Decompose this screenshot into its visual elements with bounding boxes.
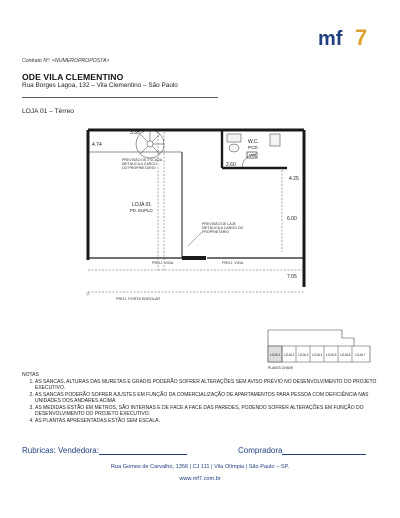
dim-right-mid: 6.00: [287, 216, 297, 222]
wc-tag: VM: [249, 153, 256, 158]
wc-sub: PCD: [248, 145, 258, 150]
key-unit-4: LOJA 4: [312, 353, 323, 357]
wc-label: W.C.: [248, 139, 259, 145]
project-title: ODE VILA CLEMENTINO: [22, 72, 124, 82]
notes-list: [22, 379, 382, 424]
room-sub: PD. DUPLO: [130, 208, 153, 213]
note-stair: PREVISÃO DE ESCADA METÁLICA A CARGO DO PROPRIETÁRIO: [122, 158, 162, 170]
notes-section: [22, 372, 382, 425]
key-unit-5: LOJA 5: [326, 353, 337, 357]
buyer-label: Compradora: [238, 446, 283, 455]
room-label: LOJA 01: [132, 202, 152, 208]
svg-text:mf: mf: [318, 28, 343, 50]
seller-label: Rubricas: Vendedora:: [22, 446, 99, 455]
proj-viga-right: PROJ. VIGA: [222, 261, 244, 265]
footer-website[interactable]: www.mf7.com.br: [179, 476, 221, 482]
key-unit-7: LOJA 7: [355, 353, 366, 357]
compass-icon: ◇: [86, 291, 90, 296]
seller-signature: [22, 446, 187, 455]
contract-label: Contrato Nº:: [22, 58, 51, 64]
divider: [22, 97, 218, 98]
contract-value: <NUMEROPROPOSTA>: [51, 58, 110, 64]
notes-title: NOTAS: [22, 372, 39, 378]
note-item: 2. AS SANCAS PODERÃO SOFRER AJUSTES EM FUNÇÃO DA COMERCIALIZAÇÃO DE APARTAMENTOS PARA PESSOA COM DEFICIÊNCIA NAS UNIDADES DOS ANDARES ACIMA.: [35, 392, 382, 404]
note-item: 1. AS SANCAS, ALTURAS DAS MURETAS E GRADIS PODERÃO SOFRER ALTERAÇÕES SEM AVISO PRÉVIO NO DESENVOLVIMENTO DO PROJETO EXECUTIVO.: [35, 379, 382, 391]
dim-top: 3.35: [130, 130, 140, 136]
contract-number: [22, 58, 109, 64]
key-label: PLANTA CHAVE: [268, 366, 294, 370]
key-unit-1: LOJA 1: [270, 353, 281, 357]
buyer-line: [282, 447, 366, 455]
unit-label: LOJA 01 – Térreo: [22, 108, 74, 115]
svg-text:7: 7: [355, 25, 368, 50]
dim-wc-bottom: 2.60: [226, 162, 236, 168]
note-slab: PREVISÃO DE LAJE METÁLICA A CARGO DO PROPRIETÁRIO: [202, 222, 244, 234]
buyer-signature: [238, 446, 366, 455]
project-address: Rua Borges Lagoa, 132 – Vila Clementino – São Paulo: [22, 82, 178, 89]
key-unit-3: LOJA 3: [298, 353, 309, 357]
dim-right-top: 4.25: [289, 176, 299, 182]
note-item: 3. AS MEDIDAS ESTÃO EM METROS, SÃO INTERNAS E DE FACE A FACE DAS PAREDES, PODENDO SOFRER ALTERAÇÕES EM FUNÇÃO DO DESENVOLVIMENTO DO PROJETO EXECUTIVO.: [35, 405, 382, 417]
floor-plan: [82, 122, 318, 312]
dim-right-bottom: 7.05: [287, 274, 297, 280]
proj-porta: PROJ. PORTA ENROLAR: [116, 297, 161, 301]
key-unit-6: LOJA 6: [340, 353, 351, 357]
proj-viga-left: PROJ. VIGA: [152, 261, 174, 265]
key-plan: [258, 318, 378, 374]
note-item: 4. AS PLANTAS APRESENTADAS ESTÃO SEM ESCALA.: [35, 418, 382, 424]
footer-address: Rua Gomes de Carvalho, 1356 | CJ 111 | Vila Olímpia | São Paulo – SP.: [110, 464, 290, 470]
key-unit-2: LOJA 2: [284, 353, 295, 357]
stair-icon: [136, 130, 164, 158]
mf7-logo: [318, 24, 370, 52]
seller-line: [99, 447, 187, 455]
entrance-bar: [182, 256, 206, 260]
dim-left: 4.74: [92, 142, 102, 148]
